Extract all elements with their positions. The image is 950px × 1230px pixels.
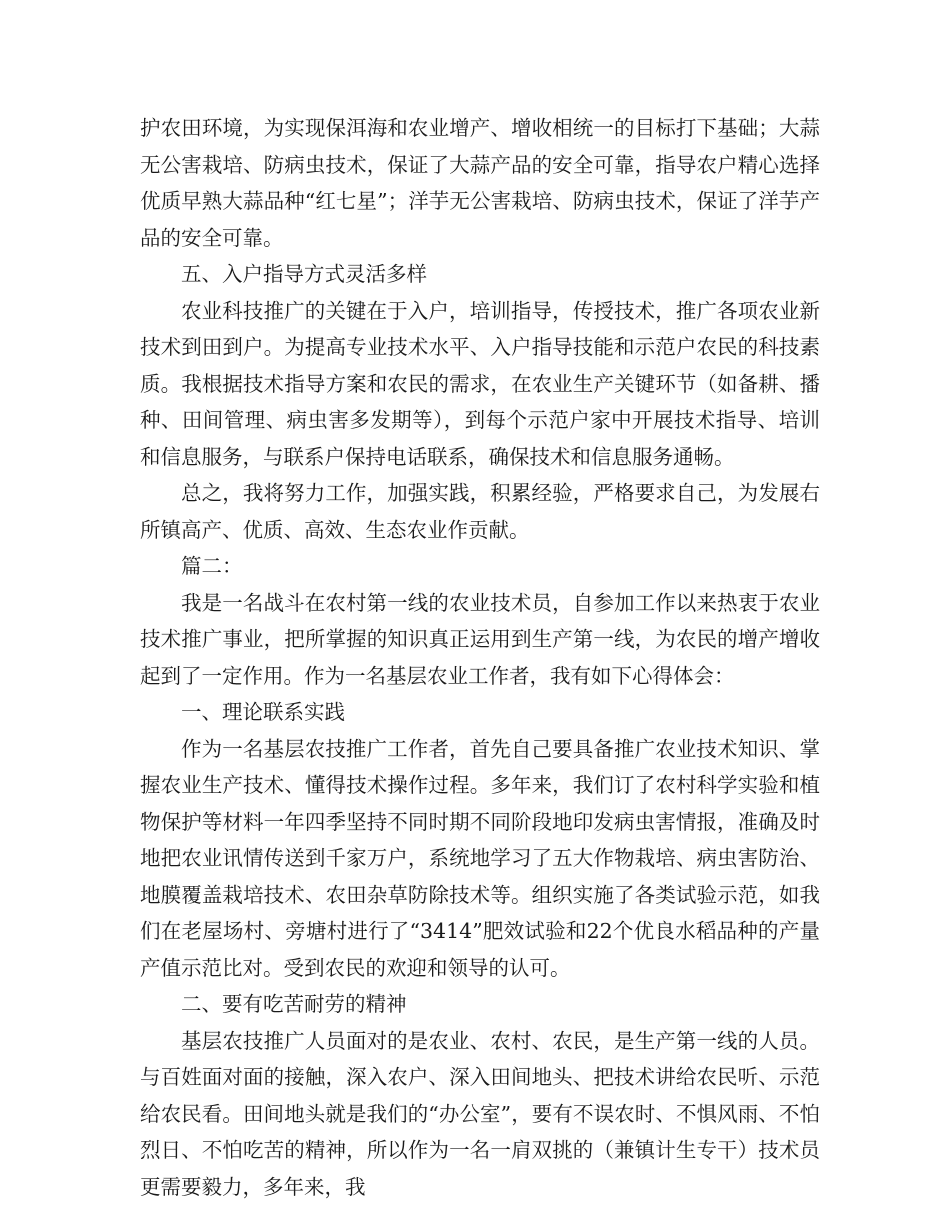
- part-two-heading: 篇二：: [181, 554, 243, 578]
- paragraph-theory-practice: 作为一名基层农技推广工作者，首先自己要具备推广农业技术知识、掌握农业生产技术、懂得技术操作过程。多年来，我们订了农村科学实验和植物保护等材料一年四季坚持不同时期不同阶段地印发病虫害情报，准确及时地把农业讯情传送到千家万户，系统地学习了五大作物栽培、病虫害防治、地膜覆盖栽培技术、农田杂草防除技术等。组织实施了各类试验示范，如我们在老屋场村、旁塘村进行了“3414”肥效试验和22个优良水稻品种的产量产值示范比对。受到农民的欢迎和领导的认可。: [140, 736, 820, 980]
- section-heading-five: 五、入户指导方式灵活多样: [181, 262, 427, 286]
- paragraph-conclusion: 总之，我将努力工作，加强实践，积累经验，严格要求自己，为发展右所镇高产、优质、高效、生态农业作贡献。: [140, 481, 820, 542]
- paragraph-continuation: 护农田环境，为实现保洱海和农业增产、增收相统一的目标打下基础；大蒜无公害栽培、防病虫技术，保证了大蒜产品的安全可靠，指导农户精心选择优质早熟大蒜品种“红七星”；洋芋无公害栽培、防病虫技术，保证了洋芋产品的安全可靠。: [140, 116, 820, 250]
- paragraph-hard-work: 基层农技推广人员面对的是农业、农村、农民，是生产第一线的人员。与百姓面对面的接触，深入农户、深入田间地头、把技术讲给农民听、示范给农民看。田间地头就是我们的“办公室”，要有不误农时、不惧风雨、不怕烈日、不怕吃苦的精神，所以作为一名一肩双挑的（兼镇计生专干）技术员更需要毅力，多年来，我: [140, 1028, 820, 1199]
- document-body: [140, 110, 820, 1205]
- section-heading-two: 二、要有吃苦耐劳的精神: [181, 992, 407, 1016]
- paragraph-intro: 我是一名战斗在农村第一线的农业技术员，自参加工作以来热衷于农业技术推广事业，把所掌握的知识真正运用到生产第一线，为农民的增产增收起到了一定作用。作为一名基层农业工作者，我有如下心得体会：: [140, 590, 820, 688]
- paragraph-home-guidance: 农业科技推广的关键在于入户，培训指导，传授技术，推广各项农业新技术到田到户。为提高专业技术水平、入户指导技能和示范户农民的科技素质。我根据技术指导方案和农民的需求，在农业生产关键环节（如备耕、播种、田间管理、病虫害多发期等），到每个示范户家中开展技术指导、培训和信息服务，与联系户保持电话联系，确保技术和信息服务通畅。: [140, 298, 820, 469]
- section-heading-one: 一、理论联系实践: [181, 700, 345, 724]
